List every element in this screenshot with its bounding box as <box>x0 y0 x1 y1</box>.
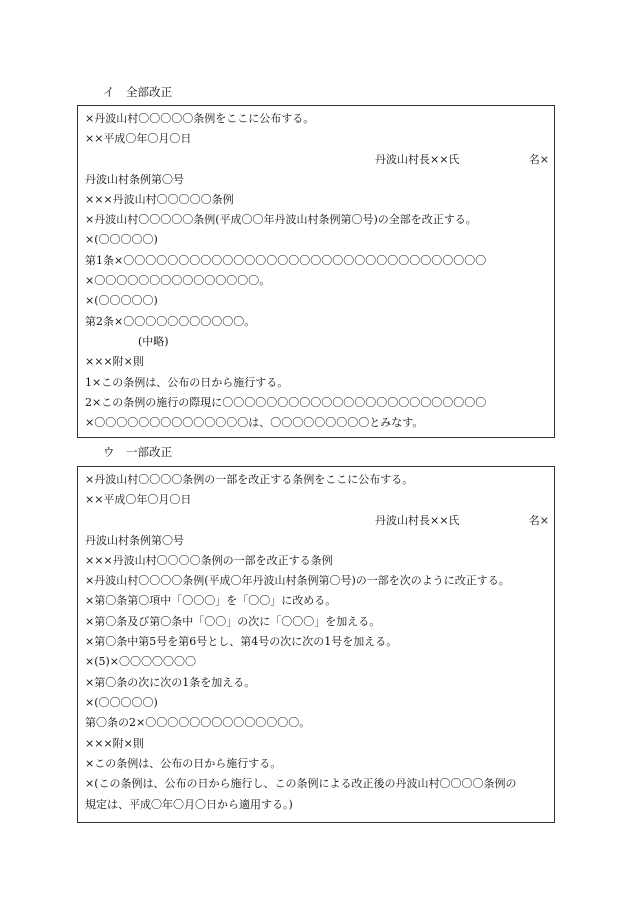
text-line: ×〇〇〇〇〇〇〇〇〇〇〇〇〇〇は、〇〇〇〇〇〇〇〇〇とみなす。 <box>85 416 424 429</box>
text-line: ×第〇条中第5号を第6号とし、第4号の次に次の1号を加える。 <box>85 635 398 648</box>
signer-name: 丹波山村長××氏 <box>375 153 460 166</box>
text-line: ××平成〇年〇月〇日 <box>85 132 192 145</box>
text-line: 第2条×〇〇〇〇〇〇〇〇〇〇〇。 <box>85 315 256 328</box>
text-line: ×丹波山村〇〇〇〇条例の一部を改正する条例をここに公布する。 <box>85 473 414 486</box>
section-heading-partial-revision: ウ 一部改正 <box>103 445 172 459</box>
text-line: (中略) <box>138 335 169 348</box>
signer-name: 丹波山村長××氏 <box>375 514 460 527</box>
text-line: 丹波山村条例第〇号 <box>85 173 184 186</box>
text-line: 第1条×〇〇〇〇〇〇〇〇〇〇〇〇〇〇〇〇〇〇〇〇〇〇〇〇〇〇〇〇〇〇〇〇〇 <box>85 254 487 267</box>
partial-revision-box <box>77 466 555 823</box>
text-line: ××平成〇年〇月〇日 <box>85 493 192 506</box>
text-line: ×××附×則 <box>85 737 144 750</box>
text-line: ×第〇条第〇項中「〇〇〇」を「〇〇」に改める。 <box>85 594 337 607</box>
text-line: ×(〇〇〇〇〇) <box>85 233 158 246</box>
text-line: ×(この条例は、公布の日から施行し、この条例による改正後の丹波山村〇〇〇〇条例の <box>85 777 517 790</box>
text-line: ×(〇〇〇〇〇) <box>85 294 158 307</box>
text-line: 1×この条例は、公布の日から施行する。 <box>85 376 289 389</box>
text-line: ×丹波山村〇〇〇〇〇条例(平成〇〇年丹波山村条例第〇号)の全部を改正する。 <box>85 213 477 226</box>
text-line: ×(〇〇〇〇〇) <box>85 696 158 709</box>
text-line: ×第〇条の次に次の1条を加える。 <box>85 676 256 689</box>
text-line: 第〇条の2×〇〇〇〇〇〇〇〇〇〇〇〇〇〇。 <box>85 716 311 729</box>
text-line: ×××丹波山村〇〇〇〇条例の一部を改正する条例 <box>85 554 333 567</box>
text-line: ×丹波山村〇〇〇〇〇条例をここに公布する。 <box>85 112 315 125</box>
text-line: ×××丹波山村〇〇〇〇〇条例 <box>85 193 234 206</box>
text-line: ×第〇条及び第〇条中「〇〇」の次に「〇〇〇」を加える。 <box>85 615 381 628</box>
signer-line <box>85 150 549 170</box>
text-line: ×〇〇〇〇〇〇〇〇〇〇〇〇〇〇〇。 <box>85 274 271 287</box>
text-line: ×(5)×〇〇〇〇〇〇〇 <box>85 655 197 668</box>
signer-line <box>85 511 549 531</box>
text-line: ×この条例は、公布の日から施行する。 <box>85 757 282 770</box>
full-revision-box <box>77 105 555 438</box>
text-line: 丹波山村条例第〇号 <box>85 534 184 547</box>
text-line: 2×この条例の施行の際現に〇〇〇〇〇〇〇〇〇〇〇〇〇〇〇〇〇〇〇〇〇〇〇〇 <box>85 396 487 409</box>
section-heading-full-revision: イ 全部改正 <box>103 85 172 99</box>
signer-end: 名× <box>528 153 549 166</box>
text-line: ×××附×則 <box>85 355 144 368</box>
signer-end: 名× <box>528 514 549 527</box>
text-line: 規定は、平成〇年〇月〇日から適用する。) <box>85 798 293 811</box>
text-line: ×丹波山村〇〇〇〇条例(平成〇年丹波山村条例第〇号)の一部を次のように改正する。 <box>85 574 510 587</box>
